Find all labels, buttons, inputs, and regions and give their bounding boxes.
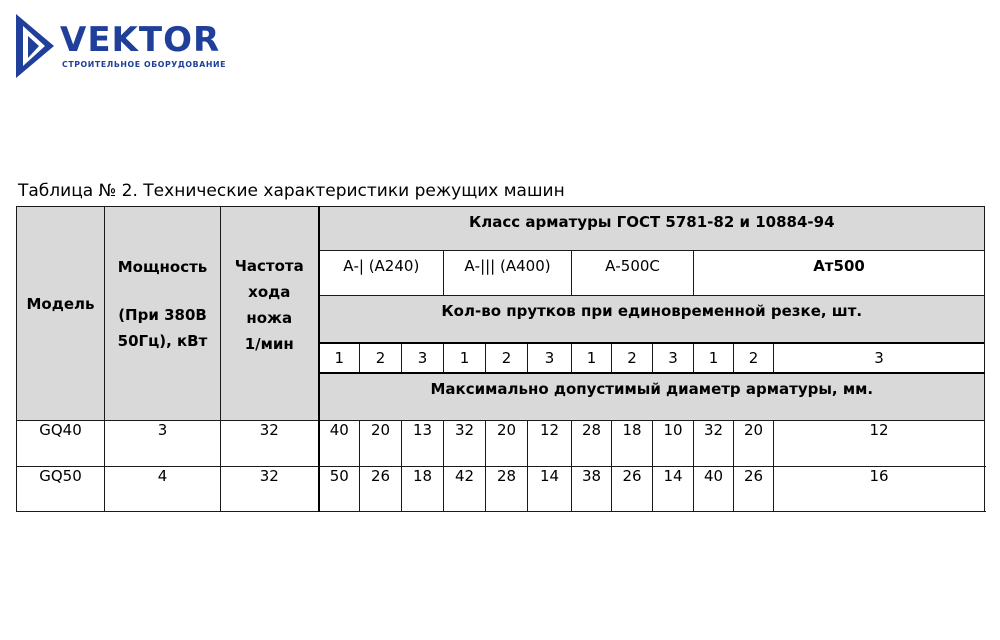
cell-model: GQ40 xyxy=(17,421,105,467)
cell-value: 14 xyxy=(528,467,572,512)
class-a500c: А-500С xyxy=(572,251,694,296)
cell-value: 16 xyxy=(774,467,985,512)
count-cell: 3 xyxy=(402,343,444,373)
cell-value: 18 xyxy=(612,421,653,467)
cell-model: GQ50 xyxy=(17,467,105,512)
cell-value: 40 xyxy=(319,421,360,467)
table-row xyxy=(17,421,985,467)
header-power-line2: (При 380В xyxy=(118,306,207,324)
header-freq-line4: 1/мин xyxy=(244,335,294,353)
cell-value: 26 xyxy=(360,467,402,512)
header-frequency xyxy=(221,207,319,421)
cell-value: 12 xyxy=(528,421,572,467)
header-model-label: Модель xyxy=(26,295,95,313)
table-row xyxy=(17,467,985,512)
class-a240: А-| (А240) xyxy=(319,251,444,296)
cell-value: 40 xyxy=(694,467,734,512)
header-max-diameter: Максимально допустимый диаметр арматуры, мм. xyxy=(319,373,985,421)
vektor-logo xyxy=(14,12,254,80)
count-cell: 2 xyxy=(360,343,402,373)
cell-value: 32 xyxy=(694,421,734,467)
cell-value: 20 xyxy=(360,421,402,467)
count-cell: 1 xyxy=(319,343,360,373)
cell-value: 26 xyxy=(612,467,653,512)
cell-value: 42 xyxy=(444,467,486,512)
brand-tagline: СТРОИТЕЛЬНОЕ ОБОРУДОВАНИЕ xyxy=(62,60,227,69)
header-power-line1: Мощность xyxy=(117,258,208,276)
cell-value: 28 xyxy=(486,467,528,512)
count-cell: 1 xyxy=(694,343,734,373)
cell-value: 32 xyxy=(444,421,486,467)
cell-power: 4 xyxy=(105,467,221,512)
cell-value: 10 xyxy=(653,421,694,467)
header-power-line3: 50Гц), кВт xyxy=(117,332,208,350)
cell-value: 20 xyxy=(734,421,774,467)
cell-value: 12 xyxy=(774,421,985,467)
count-cell: 1 xyxy=(572,343,612,373)
header-power xyxy=(105,207,221,421)
header-model xyxy=(17,207,105,421)
cell-value: 20 xyxy=(486,421,528,467)
count-cell: 2 xyxy=(612,343,653,373)
cell-value: 28 xyxy=(572,421,612,467)
cell-value: 14 xyxy=(653,467,694,512)
cell-value: 18 xyxy=(402,467,444,512)
header-freq-line2: хода xyxy=(248,283,291,301)
count-cell: 1 xyxy=(444,343,486,373)
count-cell: 3 xyxy=(653,343,694,373)
cell-power: 3 xyxy=(105,421,221,467)
vektor-logo-icon xyxy=(14,12,58,80)
cell-value: 38 xyxy=(572,467,612,512)
cell-freq: 32 xyxy=(221,421,319,467)
count-cell: 2 xyxy=(486,343,528,373)
count-cell: 3 xyxy=(528,343,572,373)
class-a400: А-||| (А400) xyxy=(444,251,572,296)
count-cell: 3 xyxy=(774,343,985,373)
cell-value: 26 xyxy=(734,467,774,512)
cell-value: 13 xyxy=(402,421,444,467)
table-caption: Таблица № 2. Технические характеристики режущих машин xyxy=(18,181,565,201)
header-freq-line1: Частота xyxy=(234,257,304,275)
cell-freq: 32 xyxy=(221,467,319,512)
count-cell: 2 xyxy=(734,343,774,373)
class-at500: Ат500 xyxy=(694,251,985,296)
header-rebar-class: Класс арматуры ГОСТ 5781-82 и 10884-94 xyxy=(319,207,985,251)
header-bars-count: Кол-во прутков при единовременной резке, шт. xyxy=(319,296,985,343)
brand-name: VEKTOR xyxy=(60,20,221,60)
header-freq-line3: ножа xyxy=(246,309,293,327)
spec-table xyxy=(16,206,985,512)
cell-value: 50 xyxy=(319,467,360,512)
